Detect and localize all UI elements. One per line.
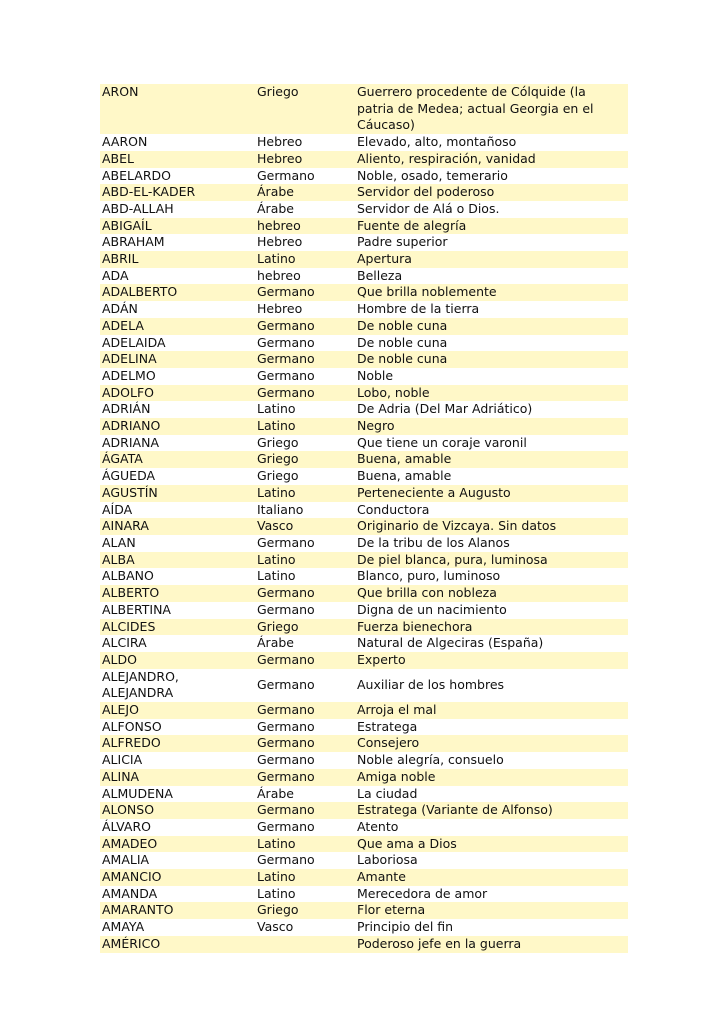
meaning-cell: Digna de un nacimiento <box>357 601 507 617</box>
name-cell: AMARANTO <box>100 902 255 919</box>
origin-cell: Griego <box>255 84 355 134</box>
name-cell: ADOLFO <box>100 385 255 402</box>
origin-cell: Germano <box>257 367 315 383</box>
origin-cell: Germano <box>257 718 315 734</box>
meaning-cell: Lobo, noble <box>355 385 628 402</box>
table-row <box>100 568 628 585</box>
name-cell: AGUSTÍN <box>100 485 255 502</box>
table-row <box>100 602 628 619</box>
origin-cell: Italiano <box>257 501 304 517</box>
origin-cell: Hebreo <box>257 301 303 317</box>
table-row <box>100 535 628 552</box>
meaning-cell: Amiga noble <box>355 769 628 786</box>
meaning-cell: Arroja el mal <box>355 702 628 719</box>
table-row <box>100 234 628 251</box>
origin-cell: Latino <box>255 485 355 502</box>
meaning-cell: De noble cuna <box>355 351 628 368</box>
table-row <box>100 184 628 201</box>
name-cell: ALINA <box>100 769 255 786</box>
name-cell: AINARA <box>100 518 255 535</box>
name-cell: AÍDA <box>102 501 133 517</box>
table-row <box>100 752 628 769</box>
table-row <box>100 836 628 853</box>
name-cell: ADELA <box>100 318 255 335</box>
table-row <box>100 869 628 886</box>
origin-cell <box>255 936 355 953</box>
origin-cell: Latino <box>255 869 355 886</box>
meaning-cell: Padre superior <box>357 234 448 250</box>
meaning-cell: Conductora <box>357 501 430 517</box>
name-cell: ALCIDES <box>100 619 255 636</box>
origin-cell: Germano <box>255 702 355 719</box>
origin-cell: Hebreo <box>257 234 303 250</box>
meaning-cell: Buena, amable <box>357 468 452 484</box>
meaning-cell: Que tiene un coraje varonil <box>357 434 527 450</box>
origin-cell: Germano <box>255 351 355 368</box>
meaning-cell: Auxiliar de los hombres <box>357 676 505 692</box>
table-row <box>100 251 628 268</box>
name-cell: ÁGUEDA <box>102 468 156 484</box>
meaning-cell: Perteneciente a Augusto <box>355 485 628 502</box>
origin-cell: Latino <box>257 568 296 584</box>
meaning-cell: Servidor de Alá o Dios. <box>357 200 500 216</box>
name-cell: ABELARDO <box>102 167 171 183</box>
meaning-cell: Buena, amable <box>355 451 628 468</box>
meaning-cell: Estratega <box>357 718 418 734</box>
meaning-cell: Noble alegría, consuelo <box>357 752 504 768</box>
origin-cell: Germano <box>257 167 315 183</box>
meaning-cell: De noble cuna <box>355 318 628 335</box>
table-row <box>100 502 628 519</box>
name-cell: ALMUDENA <box>102 785 173 801</box>
origin-cell: Germano <box>257 852 315 868</box>
origin-cell: Germano <box>255 385 355 402</box>
meaning-cell: Elevado, alto, montañoso <box>357 134 517 150</box>
origin-cell: Latino <box>255 552 355 569</box>
name-cell: ALDO <box>100 652 255 669</box>
names-table-body <box>100 84 628 953</box>
name-cell: ABRIL <box>100 251 255 268</box>
table-row <box>100 401 628 418</box>
name-cell: AMANCIO <box>100 869 255 886</box>
meaning-cell: Fuerza bienechora <box>355 619 628 636</box>
origin-cell: Griego <box>255 902 355 919</box>
table-row <box>100 201 628 218</box>
table-row <box>100 769 628 786</box>
origin-cell: Germano <box>255 585 355 602</box>
origin-cell: Vasco <box>255 518 355 535</box>
name-cell: ALAN <box>102 534 136 550</box>
table-row <box>100 702 628 719</box>
origin-cell: Hebreo <box>255 151 355 168</box>
origin-cell: Latino <box>255 836 355 853</box>
name-cell: ALBERTINA <box>102 601 171 617</box>
name-cell: ADALBERTO <box>100 284 255 301</box>
table-row <box>100 451 628 468</box>
table-row <box>100 852 628 869</box>
table-row <box>100 318 628 335</box>
meaning-cell: Fuente de alegría <box>355 218 628 235</box>
origin-cell: Germano <box>255 769 355 786</box>
name-cell: ALCIRA <box>102 635 147 651</box>
meaning-cell: Aliento, respiración, vanidad <box>355 151 628 168</box>
table-row <box>100 218 628 235</box>
meaning-cell: Apertura <box>355 251 628 268</box>
origin-cell: hebreo <box>255 218 355 235</box>
name-cell: ALEJANDRO, ALEJANDRA <box>102 668 179 701</box>
table-row <box>100 652 628 669</box>
meaning-cell: Guerrero procedente de Cólquide (la patria de Medea; actual Georgia en el Cáucaso) <box>355 84 628 134</box>
table-row <box>100 301 628 318</box>
name-cell: ALFREDO <box>100 735 255 752</box>
meaning-cell: Flor eterna <box>355 902 628 919</box>
origin-cell: Griego <box>255 619 355 636</box>
name-cell: ABD-EL-KADER <box>100 184 255 201</box>
origin-cell: Latino <box>257 401 296 417</box>
name-cell: ALBERTO <box>100 585 255 602</box>
origin-cell: Árabe <box>257 785 294 801</box>
name-cell: ALONSO <box>100 802 255 819</box>
table-row <box>100 886 628 903</box>
table-row <box>100 151 628 168</box>
origin-cell: Vasco <box>257 919 294 935</box>
origin-cell: Latino <box>255 251 355 268</box>
origin-cell: Germano <box>257 334 315 350</box>
meaning-cell: Originario de Vizcaya. Sin datos <box>355 518 628 535</box>
names-table <box>100 84 628 953</box>
table-row <box>100 468 628 485</box>
meaning-cell: Que brilla noblemente <box>355 284 628 301</box>
origin-cell: Árabe <box>255 184 355 201</box>
origin-cell: Germano <box>257 676 315 692</box>
table-row <box>100 669 628 702</box>
name-cell: ÁGATA <box>100 451 255 468</box>
name-cell: ALFONSO <box>102 718 162 734</box>
origin-cell: Latino <box>257 885 296 901</box>
meaning-cell: De piel blanca, pura, luminosa <box>355 552 628 569</box>
origin-cell: Griego <box>257 434 299 450</box>
name-cell: ALBANO <box>102 568 154 584</box>
table-row <box>100 168 628 185</box>
origin-cell: Griego <box>255 451 355 468</box>
name-cell: AMANDA <box>102 885 158 901</box>
name-cell: ABD-ALLAH <box>102 200 174 216</box>
origin-cell: Germano <box>255 318 355 335</box>
meaning-cell: De Adria (Del Mar Adriático) <box>357 401 533 417</box>
table-row <box>100 351 628 368</box>
name-cell: ALICIA <box>102 752 143 768</box>
table-row <box>100 619 628 636</box>
name-cell: ADRIANO <box>100 418 255 435</box>
origin-cell: Germano <box>257 534 315 550</box>
meaning-cell: De noble cuna <box>357 334 448 350</box>
meaning-cell: La ciudad <box>357 785 418 801</box>
table-row <box>100 735 628 752</box>
table-row <box>100 284 628 301</box>
origin-cell: Germano <box>257 818 315 834</box>
name-cell: AMALIA <box>102 852 150 868</box>
name-cell: ÁLVARO <box>102 818 151 834</box>
table-row <box>100 134 628 151</box>
name-cell: ALEJO <box>100 702 255 719</box>
meaning-cell: Experto <box>355 652 628 669</box>
table-row <box>100 936 628 953</box>
name-cell: ADELMO <box>102 367 156 383</box>
origin-cell: Germano <box>257 752 315 768</box>
table-row <box>100 902 628 919</box>
table-row <box>100 518 628 535</box>
table-row <box>100 802 628 819</box>
origin-cell: hebreo <box>257 267 301 283</box>
meaning-cell: Natural de Algeciras (España) <box>357 635 544 651</box>
origin-cell: Germano <box>255 802 355 819</box>
table-row <box>100 919 628 936</box>
table-row <box>100 819 628 836</box>
meaning-cell: Laboriosa <box>357 852 418 868</box>
name-cell: ALBA <box>100 552 255 569</box>
origin-cell: Germano <box>257 601 315 617</box>
origin-cell: Latino <box>255 418 355 435</box>
origin-cell: Griego <box>257 468 299 484</box>
name-cell: ADÁN <box>102 301 138 317</box>
name-cell: AMADEO <box>100 836 255 853</box>
table-row <box>100 719 628 736</box>
meaning-cell: Merecedora de amor <box>357 885 488 901</box>
meaning-cell: Blanco, puro, luminoso <box>357 568 501 584</box>
meaning-cell: Poderoso jefe en la guerra <box>355 936 628 953</box>
name-cell: AMÉRICO <box>100 936 255 953</box>
table-row <box>100 385 628 402</box>
meaning-cell: Negro <box>355 418 628 435</box>
meaning-cell: Que brilla con nobleza <box>355 585 628 602</box>
table-row <box>100 585 628 602</box>
meaning-cell: Estratega (Variante de Alfonso) <box>355 802 628 819</box>
origin-cell: Germano <box>255 735 355 752</box>
names-document <box>100 84 628 953</box>
name-cell: AMAYA <box>102 919 145 935</box>
name-cell: ADRIANA <box>102 434 160 450</box>
table-row <box>100 418 628 435</box>
meaning-cell: De la tribu de los Alanos <box>357 534 510 550</box>
name-cell: ABIGAÍL <box>100 218 255 235</box>
meaning-cell: Belleza <box>357 267 403 283</box>
table-row <box>100 84 628 134</box>
meaning-cell: Hombre de la tierra <box>357 301 480 317</box>
table-row <box>100 435 628 452</box>
name-cell: ADRIÁN <box>102 401 151 417</box>
name-cell: ABEL <box>100 151 255 168</box>
table-row <box>100 786 628 803</box>
origin-cell: Árabe <box>257 200 294 216</box>
meaning-cell: Atento <box>357 818 399 834</box>
name-cell: AARON <box>102 134 148 150</box>
origin-cell: Germano <box>255 284 355 301</box>
name-cell: ADA <box>102 267 129 283</box>
table-row <box>100 635 628 652</box>
meaning-cell: Servidor del poderoso <box>355 184 628 201</box>
table-row <box>100 335 628 352</box>
name-cell: ADELAIDA <box>102 334 166 350</box>
name-cell: ADELINA <box>100 351 255 368</box>
meaning-cell: Noble, osado, temerario <box>357 167 508 183</box>
meaning-cell: Consejero <box>355 735 628 752</box>
origin-cell: Germano <box>255 652 355 669</box>
origin-cell: Árabe <box>257 635 294 651</box>
meaning-cell: Que ama a Dios <box>355 836 628 853</box>
table-row <box>100 552 628 569</box>
name-cell: ABRAHAM <box>102 234 165 250</box>
table-row <box>100 485 628 502</box>
meaning-cell: Principio del fin <box>357 919 454 935</box>
meaning-cell: Noble <box>357 367 394 383</box>
table-row <box>100 268 628 285</box>
origin-cell: Hebreo <box>257 134 303 150</box>
name-cell: ARON <box>100 84 255 134</box>
table-row <box>100 368 628 385</box>
meaning-cell: Amante <box>355 869 628 886</box>
